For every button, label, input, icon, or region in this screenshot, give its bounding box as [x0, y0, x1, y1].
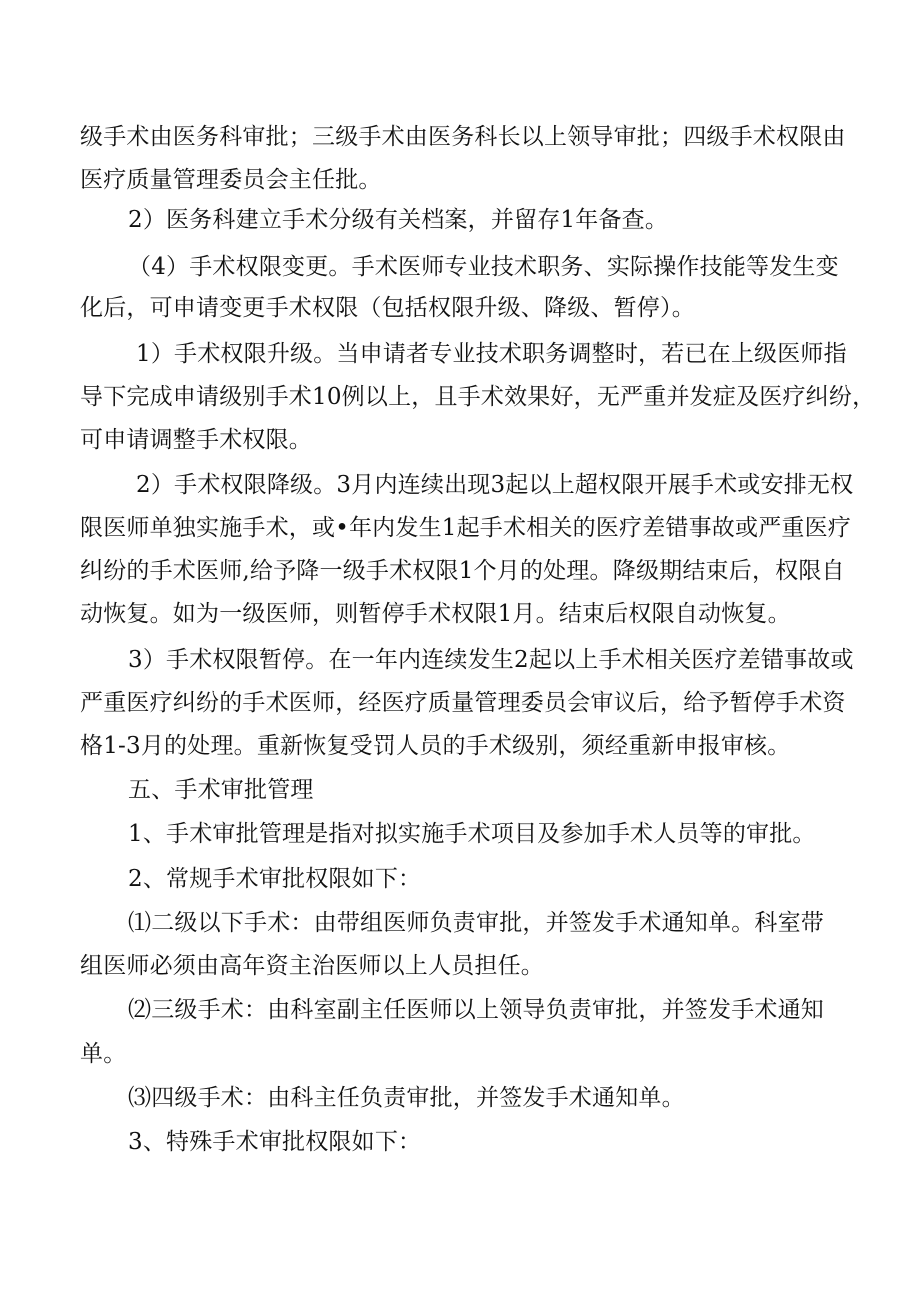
text-line: 3、特殊手术审批权限如下： — [128, 1129, 422, 1155]
text-line: 1、手术审批管理是指对拟实施手术项目及参加手术人员等的审批。 — [128, 821, 816, 847]
text-line: 组医师必须由高年资主治医师以上人员担任。 — [80, 953, 544, 979]
text-line: ⑴二级以下手术：由带组医师负责审批，并签发手术通知单。科室带 — [128, 910, 824, 936]
text-line: 纠纷的手术医师,给予降一级手术权限1个月的处理。降级期结束后，权限自 — [80, 558, 845, 584]
text-line: （4）手术权限变更。手术医师专业技术职务、实际操作技能等发生变 — [128, 254, 839, 280]
text-line: 2）手术权限降级。3月内连续出现3起以上超权限开展手术或安排无权 — [136, 472, 854, 498]
text-line: ⑶四级手术：由科主任负责审批，并签发手术通知单。 — [128, 1085, 685, 1111]
text-line: 级手术由医务科审批；三级手术由医务科长以上领导审批；四级手术权限由 — [80, 124, 846, 150]
text-line: 2）医务科建立手术分级有关档案，并留存1年备查。 — [128, 207, 669, 233]
text-line: 2、常规手术审批权限如下： — [128, 866, 422, 892]
text-line: 化后，可申请变更手术权限（包括权限升级、降级、暂停）。 — [80, 295, 695, 321]
text-line: 可申请调整手术权限。 — [80, 427, 312, 453]
text-line: 格1-3月的处理。重新恢复受罚人员的手术级别，须经重新申报审核。 — [80, 733, 791, 759]
text-line: 1）手术权限升级。当申请者专业技术职务调整时，若已在上级医师指 — [136, 341, 847, 367]
text-line: 限医师单独实施手术，或•年内发生1起手术相关的医疗差错事故或严重医疗 — [80, 515, 851, 541]
text-line: 医疗质量管理委员会主任批。 — [80, 167, 382, 193]
text-line: 3）手术权限暂停。在一年内连续发生2起以上手术相关医疗差错事故或 — [128, 647, 854, 673]
text-line: ⑵三级手术：由科室副主任医师以上领导负责审批，并签发手术通知 — [128, 997, 824, 1023]
text-line: 动恢复。如为一级医师，则暂停手术权限1月。结束后权限自动恢复。 — [80, 601, 791, 627]
text-line: 导下完成申请级别手术10例以上，且手术效果好，无严重并发症及医疗纠纷， — [80, 384, 876, 410]
section-heading: 五、手术审批管理 — [128, 777, 314, 803]
text-line: 严重医疗纠纷的手术医师，经医疗质量管理委员会审议后，给予暂停手术资 — [80, 690, 846, 716]
text-line: 单。 — [80, 1041, 127, 1067]
